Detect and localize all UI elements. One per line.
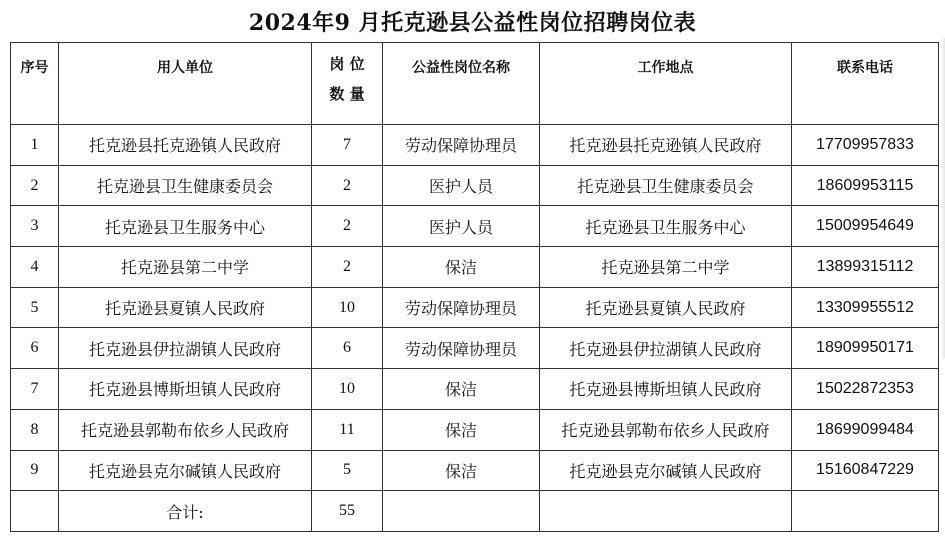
cell-seq: 8	[11, 409, 59, 450]
table-row	[11, 247, 939, 288]
header-phone: 联系电话	[792, 43, 939, 125]
cell-qty: 11	[312, 409, 383, 450]
cell-location: 托克逊县克尔碱镇人民政府	[540, 450, 792, 491]
cell-location: 托克逊县卫生服务中心	[540, 206, 792, 247]
cell-location: 托克逊县托克逊镇人民政府	[540, 125, 792, 166]
cell-phone: 13309955512	[792, 287, 939, 328]
cell-position: 医护人员	[383, 165, 540, 206]
page-edge-shadow	[941, 38, 945, 358]
cell-seq: 5	[11, 287, 59, 328]
cell-position: 医护人员	[383, 206, 540, 247]
cell-phone: 15022872353	[792, 369, 939, 410]
cell-unit: 托克逊县卫生健康委员会	[59, 165, 312, 206]
cell-unit: 托克逊县卫生服务中心	[59, 206, 312, 247]
cell-seq: 1	[11, 125, 59, 166]
cell-qty: 7	[312, 125, 383, 166]
total-seq-cell	[11, 491, 59, 532]
header-qty	[312, 43, 383, 125]
cell-location: 托克逊县博斯坦镇人民政府	[540, 369, 792, 410]
cell-qty: 5	[312, 450, 383, 491]
cell-phone: 15009954649	[792, 206, 939, 247]
cell-phone: 13899315112	[792, 247, 939, 288]
header-seq: 序号	[11, 43, 59, 125]
cell-unit: 托克逊县克尔碱镇人民政府	[59, 450, 312, 491]
cell-seq: 2	[11, 165, 59, 206]
total-row	[11, 491, 939, 532]
cell-position: 保洁	[383, 247, 540, 288]
cell-unit: 托克逊县伊拉湖镇人民政府	[59, 328, 312, 369]
table-row	[11, 287, 939, 328]
cell-position: 劳动保障协理员	[383, 287, 540, 328]
table-row	[11, 125, 939, 166]
table-header-row	[11, 43, 939, 125]
cell-phone: 17709957833	[792, 125, 939, 166]
cell-location: 托克逊县第二中学	[540, 247, 792, 288]
cell-unit: 托克逊县郭勒布依乡人民政府	[59, 409, 312, 450]
table-row	[11, 328, 939, 369]
cell-position: 劳动保障协理员	[383, 125, 540, 166]
cell-qty: 2	[312, 165, 383, 206]
table-row	[11, 450, 939, 491]
cell-position: 保洁	[383, 450, 540, 491]
total-empty-cell	[792, 491, 939, 532]
cell-location: 托克逊县夏镇人民政府	[540, 287, 792, 328]
total-empty-cell	[540, 491, 792, 532]
cell-seq: 9	[11, 450, 59, 491]
header-unit: 用人单位	[59, 43, 312, 125]
total-label: 合计:	[59, 491, 312, 532]
header-position: 公益性岗位名称	[383, 43, 540, 125]
cell-unit: 托克逊县托克逊镇人民政府	[59, 125, 312, 166]
cell-qty: 10	[312, 287, 383, 328]
cell-qty: 6	[312, 328, 383, 369]
cell-location: 托克逊县卫生健康委员会	[540, 165, 792, 206]
cell-unit: 托克逊县第二中学	[59, 247, 312, 288]
cell-phone: 15160847229	[792, 450, 939, 491]
cell-location: 托克逊县郭勒布依乡人民政府	[540, 409, 792, 450]
cell-qty: 10	[312, 369, 383, 410]
table-row	[11, 409, 939, 450]
table-row	[11, 206, 939, 247]
header-qty-line2: 数 量	[329, 85, 365, 103]
cell-phone: 18609953115	[792, 165, 939, 206]
cell-phone: 18909950171	[792, 328, 939, 369]
total-empty-cell	[383, 491, 540, 532]
cell-location: 托克逊县伊拉湖镇人民政府	[540, 328, 792, 369]
cell-position: 劳动保障协理员	[383, 328, 540, 369]
cell-position: 保洁	[383, 369, 540, 410]
total-qty: 55	[312, 491, 383, 532]
cell-seq: 7	[11, 369, 59, 410]
recruitment-table	[10, 42, 939, 532]
cell-qty: 2	[312, 206, 383, 247]
cell-unit: 托克逊县夏镇人民政府	[59, 287, 312, 328]
cell-seq: 3	[11, 206, 59, 247]
page-title: 2024年9 月托克逊县公益性岗位招聘岗位表	[248, 10, 697, 36]
cell-seq: 4	[11, 247, 59, 288]
cell-phone: 18699099484	[792, 409, 939, 450]
cell-seq: 6	[11, 328, 59, 369]
header-location: 工作地点	[540, 43, 792, 125]
header-qty-line1: 岗 位	[329, 55, 365, 73]
cell-position: 保洁	[383, 409, 540, 450]
table-row	[11, 165, 939, 206]
table-row	[11, 369, 939, 410]
cell-unit: 托克逊县博斯坦镇人民政府	[59, 369, 312, 410]
cell-qty: 2	[312, 247, 383, 288]
